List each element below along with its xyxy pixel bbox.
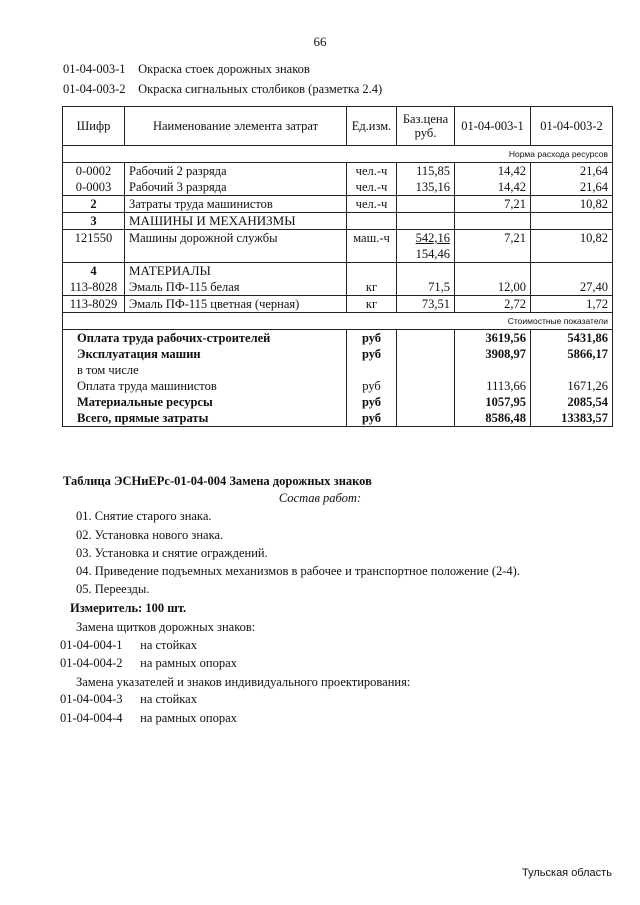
- cell-code: 113-8028: [63, 279, 125, 296]
- col-header: 01-04-003-2: [531, 107, 613, 146]
- total-row: [63, 330, 613, 347]
- header-text: Окраска сигнальных столбиков (разметка 2.4): [138, 82, 383, 96]
- cell-price: 115,85: [397, 163, 455, 180]
- section-row: [63, 213, 613, 230]
- item-text: на рамных опорах: [140, 656, 237, 670]
- total-v2: 5431,86: [531, 330, 613, 347]
- total-unit: руб: [347, 346, 397, 362]
- cell-unit: чел.-ч: [347, 163, 397, 180]
- table-row: [63, 196, 613, 213]
- col-header: Баз.цена руб.: [397, 107, 455, 146]
- total-name: Оплата труда рабочих-строителей: [63, 330, 347, 347]
- col-header: 01-04-003-1: [455, 107, 531, 146]
- cell-name: Эмаль ПФ-115 белая: [125, 279, 347, 296]
- cell-price: [397, 230, 455, 263]
- section-heading: МАШИНЫ И МЕХАНИЗМЫ: [125, 213, 347, 230]
- total-name: Всего, прямые затраты: [63, 410, 347, 427]
- cell-v1: 14,42: [455, 179, 531, 196]
- total-v2: 1671,26: [531, 378, 613, 394]
- header-code: 01-04-003-1: [63, 62, 126, 76]
- total-v2: [531, 362, 613, 378]
- table-row: [63, 163, 613, 180]
- table-header-row: [63, 107, 613, 146]
- norm-label-row: [63, 146, 613, 163]
- cell-code: 2: [63, 196, 125, 213]
- item-code: 01-04-004-2: [60, 656, 123, 670]
- item-line: [60, 711, 237, 726]
- cell-code: 3: [63, 213, 125, 230]
- cost-label-row: [63, 313, 613, 330]
- header-text: Окраска стоек дорожных знаков: [138, 62, 310, 76]
- table-row: [63, 296, 613, 313]
- cell-unit: чел.-ч: [347, 196, 397, 213]
- work-item: 02. Установка нового знака.: [76, 528, 224, 542]
- total-row: [63, 410, 613, 427]
- cell-v2: 27,40: [531, 279, 613, 296]
- cell-price: 135,16: [397, 179, 455, 196]
- total-v1: 8586,48: [455, 410, 531, 427]
- cell-unit: кг: [347, 296, 397, 313]
- item-code: 01-04-004-4: [60, 711, 123, 725]
- cell-price: 73,51: [397, 296, 455, 313]
- work-item: 01. Снятие старого знака.: [76, 509, 212, 523]
- total-v1: 1057,95: [455, 394, 531, 410]
- item-line: [60, 656, 237, 671]
- norm-label: Норма расхода ресурсов: [63, 146, 613, 163]
- measure-unit: Измеритель: 100 шт.: [70, 601, 187, 615]
- cell-name: Машины дорожной службы: [125, 230, 347, 263]
- item-text: на стойках: [140, 692, 197, 706]
- price-value-2: 154,46: [415, 247, 450, 261]
- header-code: 01-04-003-2: [63, 82, 126, 96]
- cell-v1: 7,21: [455, 230, 531, 263]
- total-name: Оплата труда машинистов: [63, 378, 347, 394]
- cell-unit: маш.-ч: [347, 230, 397, 263]
- cell-v2: 10,82: [531, 230, 613, 263]
- header-line: [63, 62, 310, 77]
- cell-code: 121550: [63, 230, 125, 263]
- cell-v2: 1,72: [531, 296, 613, 313]
- cell-name: Рабочий 3 разряда: [125, 179, 347, 196]
- cell-code: 113-8029: [63, 296, 125, 313]
- cell-unit: кг: [347, 279, 397, 296]
- cell-v1: 7,21: [455, 196, 531, 213]
- item-code: 01-04-004-1: [60, 638, 123, 652]
- item-code: 01-04-004-3: [60, 692, 123, 706]
- cell-code: 4: [63, 263, 125, 280]
- table-row: [63, 230, 613, 263]
- page-number: 66: [313, 34, 327, 49]
- footer-region: Тульская область: [522, 867, 612, 879]
- cell-code: 0-0003: [63, 179, 125, 196]
- total-v2: 5866,17: [531, 346, 613, 362]
- cell-price: [397, 196, 455, 213]
- cell-price: 71,5: [397, 279, 455, 296]
- cell-code: 0-0002: [63, 163, 125, 180]
- col-header: Шифр: [63, 107, 125, 146]
- total-row: [63, 346, 613, 362]
- total-v2: 13383,57: [531, 410, 613, 427]
- item-text: на рамных опорах: [140, 711, 237, 725]
- total-row: [63, 362, 613, 378]
- cell-v2: 21,64: [531, 179, 613, 196]
- cell-v1: 14,42: [455, 163, 531, 180]
- cell-unit: чел.-ч: [347, 179, 397, 196]
- item-line: [60, 638, 197, 653]
- section-row: [63, 263, 613, 280]
- work-item: 04. Приведение подъемных механизмов в рабочее и транспортное положение (2-4).: [76, 564, 520, 578]
- total-name: Материальные ресурсы: [63, 394, 347, 410]
- total-row: [63, 378, 613, 394]
- total-unit: руб: [347, 330, 397, 347]
- sostav-heading: Состав работ:: [278, 491, 362, 505]
- total-v2: 2085,54: [531, 394, 613, 410]
- cell-name: Эмаль ПФ-115 цветная (черная): [125, 296, 347, 313]
- total-name: Эксплуатация машин: [63, 346, 347, 362]
- cost-label: Стоимостные показатели: [63, 313, 613, 330]
- table-row: [63, 179, 613, 196]
- total-row: [63, 394, 613, 410]
- cell-v1: 2,72: [455, 296, 531, 313]
- total-name: в том числе: [63, 362, 347, 378]
- cell-v2: 21,64: [531, 163, 613, 180]
- cell-name: Рабочий 2 разряда: [125, 163, 347, 180]
- price-value: 542,16: [415, 231, 450, 245]
- work-item: 05. Переезды.: [76, 582, 150, 596]
- total-unit: руб: [347, 378, 397, 394]
- cell-name: Затраты труда машинистов: [125, 196, 347, 213]
- col-header: Ед.изм.: [347, 107, 397, 146]
- cell-v2: 10,82: [531, 196, 613, 213]
- total-v1: [455, 362, 531, 378]
- total-v1: 1113,66: [455, 378, 531, 394]
- total-unit: руб: [347, 394, 397, 410]
- resource-table: [62, 106, 613, 427]
- table-title: Таблица ЭСНиЕРс-01-04-004 Замена дорожных знаков: [63, 474, 372, 488]
- total-unit: [347, 362, 397, 378]
- cell-v1: 12,00: [455, 279, 531, 296]
- item-line: [60, 692, 197, 707]
- total-v1: 3908,97: [455, 346, 531, 362]
- total-unit: руб: [347, 410, 397, 427]
- item-text: на стойках: [140, 638, 197, 652]
- header-line: [63, 82, 382, 97]
- col-header: Наименование элемента затрат: [125, 107, 347, 146]
- table-row: [63, 279, 613, 296]
- total-v1: 3619,56: [455, 330, 531, 347]
- group-heading: Замена щитков дорожных знаков:: [76, 620, 256, 634]
- work-item: 03. Установка и снятие ограждений.: [76, 546, 268, 560]
- section-heading: МАТЕРИАЛЫ: [125, 263, 347, 280]
- group-heading: Замена указателей и знаков индивидуального проектирования:: [76, 675, 411, 689]
